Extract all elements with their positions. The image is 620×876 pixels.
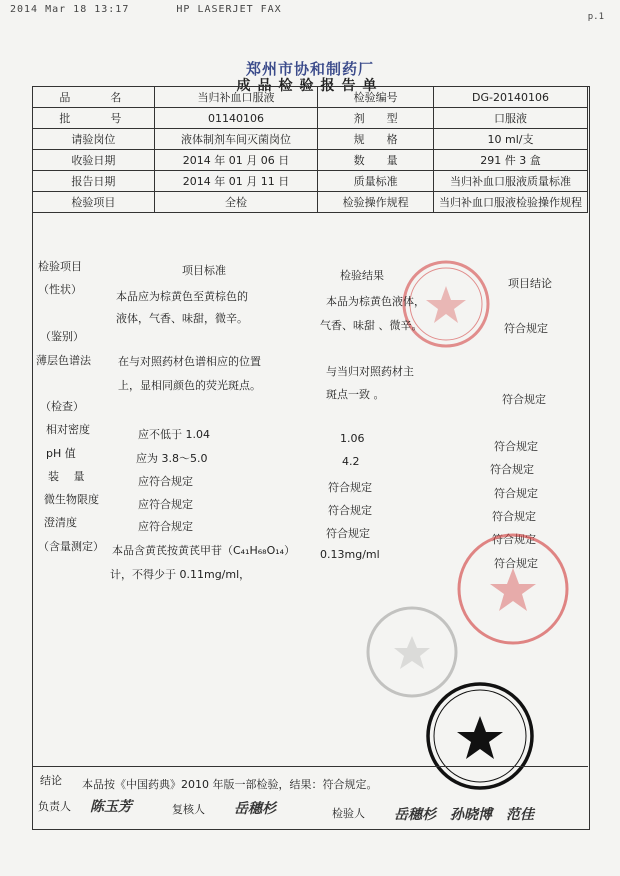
quality-seal bbox=[454, 530, 572, 648]
info-row bbox=[33, 171, 588, 192]
check-item: pH 值 bbox=[46, 447, 76, 460]
check-concl: 符合规定 bbox=[490, 463, 534, 476]
info-label: 请验岗位 bbox=[33, 129, 155, 150]
info-value: 10 ml/支 bbox=[434, 129, 588, 150]
bc-std-1: 在与对照药材色谱相应的位置 bbox=[118, 355, 261, 368]
sec-xingzhuang: （性状） bbox=[38, 283, 82, 296]
info-label: 收验日期 bbox=[33, 150, 155, 171]
check-res: 4.2 bbox=[342, 455, 360, 468]
info-value: 当归补血口服液检验操作规程 bbox=[434, 192, 588, 213]
hl-std-1: 本品含黄芪按黄芪甲苷（C₄₁H₆₈O₁₄） bbox=[112, 544, 296, 557]
xz-concl: 符合规定 bbox=[504, 322, 548, 335]
hl-res: 0.13mg/ml bbox=[320, 548, 380, 561]
check-std: 应符合规定 bbox=[138, 475, 193, 488]
h-result: 检验结果 bbox=[340, 269, 384, 282]
check-std: 应不低于 1.04 bbox=[138, 428, 210, 441]
info-value: 当归补血口服液质量标准 bbox=[434, 171, 588, 192]
check-item: 澄清度 bbox=[44, 516, 77, 529]
check-std: 应符合规定 bbox=[138, 520, 193, 533]
check-res: 1.06 bbox=[340, 432, 365, 445]
fax-header bbox=[10, 4, 322, 15]
review-label: 复核人 bbox=[172, 803, 205, 816]
h-concl: 项目结论 bbox=[508, 277, 552, 290]
h-std: 项目标准 bbox=[182, 264, 226, 277]
fax-device: HP LASERJET FAX bbox=[176, 4, 282, 15]
hl-std-2: 计，不得少于 0.11mg/ml， bbox=[110, 568, 251, 581]
hl-concl: 符合规定 bbox=[494, 557, 538, 570]
h-item: 检验项目 bbox=[38, 260, 82, 273]
info-row bbox=[33, 108, 588, 129]
check-concl: 符合规定 bbox=[492, 510, 536, 523]
resp-label: 负责人 bbox=[38, 800, 71, 813]
info-label: 剂 型 bbox=[318, 108, 434, 129]
info-row bbox=[33, 192, 588, 213]
conclusion-label: 结论 bbox=[40, 774, 62, 787]
check-res: 符合规定 bbox=[328, 481, 372, 494]
check-res: 符合规定 bbox=[328, 504, 372, 517]
bc-std-2: 上，显相同颜色的荧光斑点。 bbox=[118, 379, 261, 392]
review-signature: 岳穗杉 bbox=[234, 801, 276, 817]
check-item: 装 量 bbox=[48, 470, 85, 483]
xz-res-2: 气香、味甜 、微辛。 bbox=[320, 319, 423, 332]
inspect-label: 检验人 bbox=[332, 807, 365, 820]
check-res: 符合规定 bbox=[326, 527, 370, 540]
info-row bbox=[33, 129, 588, 150]
check-std: 应符合规定 bbox=[138, 498, 193, 511]
xz-std-2: 液体，气香、味甜，微辛。 bbox=[116, 312, 248, 325]
info-row bbox=[33, 150, 588, 171]
info-label: 质量标准 bbox=[318, 171, 434, 192]
info-label: 检验操作规程 bbox=[318, 192, 434, 213]
xz-res-1: 本品为棕黄色液体， bbox=[326, 295, 425, 308]
info-label: 检验项目 bbox=[33, 192, 155, 213]
sec-jiancha: （检查） bbox=[40, 400, 84, 413]
fax-page: p.1 bbox=[587, 12, 604, 22]
info-value: DG-20140106 bbox=[434, 87, 588, 108]
info-value: 2014 年 01 月 11 日 bbox=[154, 171, 318, 192]
bc-res-1: 与当归对照药材主 bbox=[326, 365, 414, 378]
info-value: 全检 bbox=[154, 192, 318, 213]
info-table bbox=[32, 86, 588, 213]
info-value: 01140106 bbox=[154, 108, 318, 129]
info-label: 规 格 bbox=[318, 129, 434, 150]
check-std: 应为 3.8～5.0 bbox=[136, 452, 208, 465]
info-label: 数 量 bbox=[318, 150, 434, 171]
check-concl: 符合规定 bbox=[494, 487, 538, 500]
boceng-label: 薄层色谱法 bbox=[36, 354, 91, 367]
bc-concl: 符合规定 bbox=[502, 393, 546, 406]
conclusion-divider bbox=[32, 766, 588, 767]
sec-hanliang: （含量测定） bbox=[38, 540, 104, 553]
inspect-signatures: 岳穗杉 孙晓博 范佳 bbox=[394, 807, 534, 823]
info-label: 报告日期 bbox=[33, 171, 155, 192]
report-title: 成品检验报告单 bbox=[236, 78, 384, 94]
fax-date: 2014 Mar 18 13:17 bbox=[10, 4, 130, 15]
bc-res-2: 斑点一致 。 bbox=[326, 388, 385, 401]
company-title: 郑州市协和制药厂 bbox=[245, 60, 374, 78]
factory-seal bbox=[424, 680, 536, 792]
info-value: 口服液 bbox=[434, 108, 588, 129]
conclusion-text: 本品按《中国药典》2010 年版一部检验，结果：符合规定。 bbox=[82, 778, 378, 791]
info-value: 液体制剂车间灭菌岗位 bbox=[154, 129, 318, 150]
info-value: 291 件 3 盒 bbox=[434, 150, 588, 171]
check-item: 相对密度 bbox=[46, 423, 90, 436]
info-label: 批 号 bbox=[33, 108, 155, 129]
xz-std-1: 本品应为棕黄色至黄棕色的 bbox=[116, 290, 248, 303]
info-label: 品 名 bbox=[33, 87, 155, 108]
info-value: 当归补血口服液 bbox=[154, 87, 318, 108]
info-label: 检验编号 bbox=[318, 87, 434, 108]
check-concl: 符合规定 bbox=[492, 533, 536, 546]
resp-signature: 陈玉芳 bbox=[90, 799, 132, 815]
check-concl: 符合规定 bbox=[494, 440, 538, 453]
info-row bbox=[33, 87, 588, 108]
pharmacy-seal bbox=[364, 604, 460, 700]
info-value: 2014 年 01 月 06 日 bbox=[154, 150, 318, 171]
sec-jianbie: （鉴别） bbox=[40, 330, 84, 343]
check-item: 微生物限度 bbox=[44, 493, 99, 506]
